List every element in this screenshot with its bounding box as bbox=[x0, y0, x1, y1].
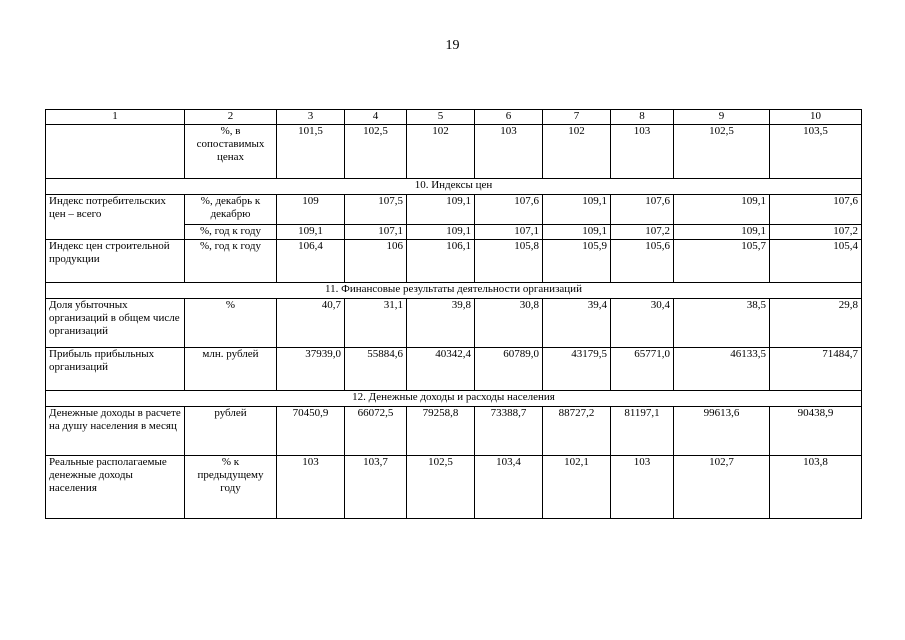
cell: 39,4 bbox=[543, 299, 611, 348]
cell: 40,7 bbox=[277, 299, 345, 348]
cell: 105,6 bbox=[611, 240, 674, 283]
cell: 109,1 bbox=[674, 195, 770, 225]
cell: 102,5 bbox=[407, 456, 475, 519]
cell: 109,1 bbox=[277, 225, 345, 240]
cell: 109,1 bbox=[543, 225, 611, 240]
col-header: 3 bbox=[277, 110, 345, 125]
col-header: 2 bbox=[185, 110, 277, 125]
cell: 55884,6 bbox=[345, 348, 407, 391]
table-row bbox=[46, 195, 862, 225]
cell: 105,9 bbox=[543, 240, 611, 283]
cell: 107,5 bbox=[345, 195, 407, 225]
cell: 109,1 bbox=[407, 195, 475, 225]
col-header: 1 bbox=[46, 110, 185, 125]
section-header-row bbox=[46, 283, 862, 299]
cell: 109,1 bbox=[674, 225, 770, 240]
col-header: 8 bbox=[611, 110, 674, 125]
cell: 71484,7 bbox=[770, 348, 862, 391]
cell: 103 bbox=[611, 125, 674, 179]
section-header-row bbox=[46, 179, 862, 195]
cell: 102 bbox=[407, 125, 475, 179]
col-header: 9 bbox=[674, 110, 770, 125]
cell: 107,2 bbox=[770, 225, 862, 240]
cell: 109,1 bbox=[407, 225, 475, 240]
cell: 107,6 bbox=[770, 195, 862, 225]
cell: 109 bbox=[277, 195, 345, 225]
cell: 107,6 bbox=[611, 195, 674, 225]
row-label bbox=[46, 125, 185, 179]
cell: 106 bbox=[345, 240, 407, 283]
cell: 105,7 bbox=[674, 240, 770, 283]
cell: 103,8 bbox=[770, 456, 862, 519]
section-title: 11. Финансовые результаты деятельности организаций bbox=[46, 283, 862, 299]
cell: 103,4 bbox=[475, 456, 543, 519]
row-label: Реальные располагаемые денежные доходы населения bbox=[46, 456, 185, 519]
section-title: 10. Индексы цен bbox=[46, 179, 862, 195]
cell: 103,7 bbox=[345, 456, 407, 519]
cell: 102,1 bbox=[543, 456, 611, 519]
row-unit: рублей bbox=[185, 407, 277, 456]
cell: 79258,8 bbox=[407, 407, 475, 456]
col-header: 5 bbox=[407, 110, 475, 125]
cell: 31,1 bbox=[345, 299, 407, 348]
table-row bbox=[46, 125, 862, 179]
cell: 29,8 bbox=[770, 299, 862, 348]
row-unit: %, год к году bbox=[185, 240, 277, 283]
row-unit: млн. рублей bbox=[185, 348, 277, 391]
row-unit: %, в сопоставимых ценах bbox=[185, 125, 277, 179]
cell: 30,4 bbox=[611, 299, 674, 348]
cell: 106,1 bbox=[407, 240, 475, 283]
cell: 60789,0 bbox=[475, 348, 543, 391]
table-row bbox=[46, 456, 862, 519]
cell: 81197,1 bbox=[611, 407, 674, 456]
cell: 105,4 bbox=[770, 240, 862, 283]
row-unit: %, декабрь к декабрю bbox=[185, 195, 277, 225]
page-number: 19 bbox=[445, 38, 460, 53]
cell: 88727,2 bbox=[543, 407, 611, 456]
cell: 102,5 bbox=[345, 125, 407, 179]
section-title: 12. Денежные доходы и расходы населения bbox=[46, 391, 862, 407]
row-unit: % к предыдущему году bbox=[185, 456, 277, 519]
cell: 66072,5 bbox=[345, 407, 407, 456]
cell: 109,1 bbox=[543, 195, 611, 225]
cell: 46133,5 bbox=[674, 348, 770, 391]
column-header-row bbox=[46, 110, 862, 125]
statistics-table bbox=[45, 109, 862, 519]
cell: 107,6 bbox=[475, 195, 543, 225]
table-row bbox=[46, 348, 862, 391]
cell: 30,8 bbox=[475, 299, 543, 348]
cell: 102,7 bbox=[674, 456, 770, 519]
cell: 103,5 bbox=[770, 125, 862, 179]
cell: 39,8 bbox=[407, 299, 475, 348]
cell: 40342,4 bbox=[407, 348, 475, 391]
cell: 103 bbox=[475, 125, 543, 179]
cell: 107,1 bbox=[345, 225, 407, 240]
cell: 99613,6 bbox=[674, 407, 770, 456]
table-row bbox=[46, 240, 862, 283]
cell: 90438,9 bbox=[770, 407, 862, 456]
cell: 73388,7 bbox=[475, 407, 543, 456]
row-label: Прибыль прибыльных организаций bbox=[46, 348, 185, 391]
section-header-row bbox=[46, 391, 862, 407]
cell: 101,5 bbox=[277, 125, 345, 179]
col-header: 6 bbox=[475, 110, 543, 125]
col-header: 7 bbox=[543, 110, 611, 125]
col-header: 10 bbox=[770, 110, 862, 125]
cell: 43179,5 bbox=[543, 348, 611, 391]
cell: 103 bbox=[277, 456, 345, 519]
row-unit: % bbox=[185, 299, 277, 348]
table-row bbox=[46, 407, 862, 456]
cell: 107,2 bbox=[611, 225, 674, 240]
col-header: 4 bbox=[345, 110, 407, 125]
table-row bbox=[46, 299, 862, 348]
row-label: Индекс потребительских цен – всего bbox=[46, 195, 185, 240]
cell: 103 bbox=[611, 456, 674, 519]
cell: 106,4 bbox=[277, 240, 345, 283]
cell: 105,8 bbox=[475, 240, 543, 283]
cell: 107,1 bbox=[475, 225, 543, 240]
row-label: Индекс цен строительной продукции bbox=[46, 240, 185, 283]
cell: 65771,0 bbox=[611, 348, 674, 391]
cell: 38,5 bbox=[674, 299, 770, 348]
cell: 37939,0 bbox=[277, 348, 345, 391]
row-label: Денежные доходы в расчете на душу населения в месяц bbox=[46, 407, 185, 456]
cell: 102,5 bbox=[674, 125, 770, 179]
cell: 102 bbox=[543, 125, 611, 179]
cell: 70450,9 bbox=[277, 407, 345, 456]
row-label: Доля убыточных организаций в общем числе организаций bbox=[46, 299, 185, 348]
row-unit: %, год к году bbox=[185, 225, 277, 240]
